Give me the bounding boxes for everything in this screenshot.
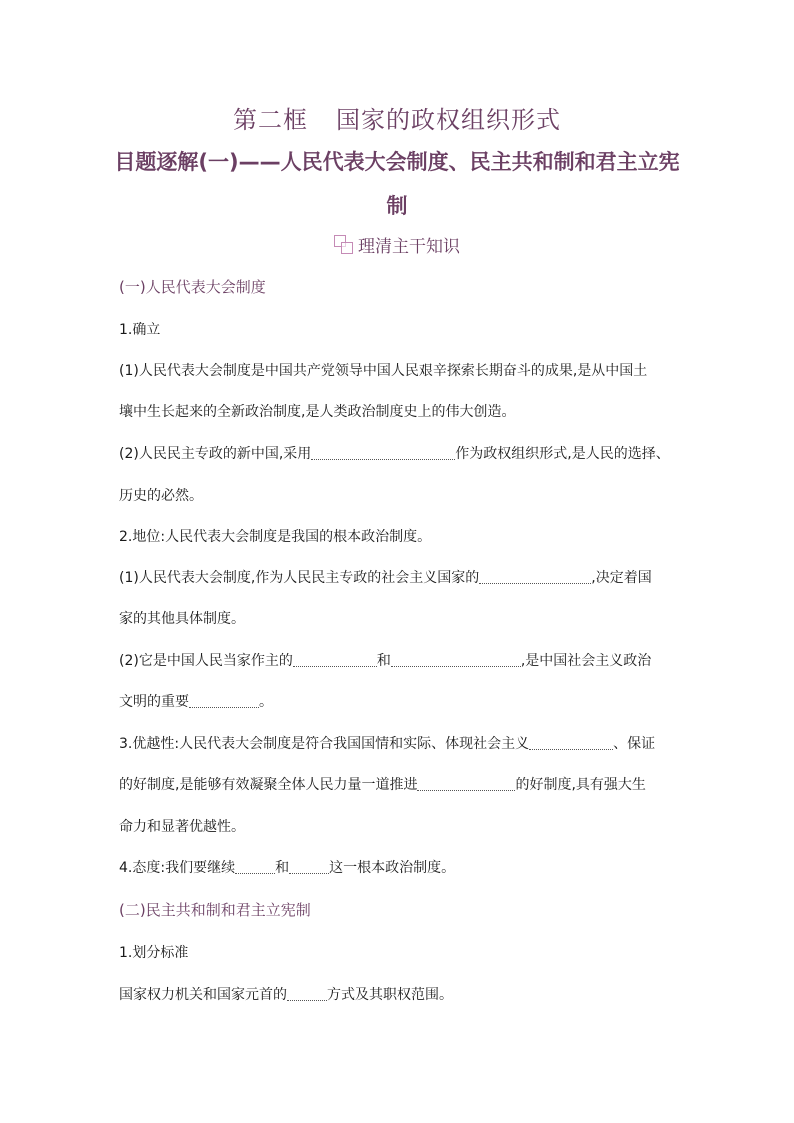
fill-blank — [417, 776, 515, 791]
item-3-paragraph: 3.优越性:人民代表大会制度是符合我国国情和实际、体现社会主义 、保证 — [119, 736, 656, 752]
paragraph-line: 的好制度,是能够有效凝聚全体人民力量一道推进 的好制度,具有强大生 — [119, 777, 646, 793]
fill-blank — [189, 693, 259, 708]
paragraph-line: (1)人民代表大会制度是中国共产党领导中国人民艰辛探索长期奋斗的成果,是从中国土 — [119, 363, 648, 379]
fill-blank — [311, 445, 455, 460]
paragraph-line: 家的其他具体制度。 — [119, 611, 245, 627]
item-1-heading: 1.确立 — [119, 322, 161, 338]
section-heading-2: (二)民主共和制和君主立宪制 — [119, 901, 311, 919]
section-label-text: 理清主干知识 — [358, 237, 460, 257]
fill-blank — [289, 859, 329, 874]
sub-item-heading: 1.划分标准 — [119, 945, 189, 961]
title-frame-label: 第二框 — [233, 106, 308, 134]
paragraph-line: (2)人民民主专政的新中国,采用 作为政权组织形式,是人民的选择、 — [119, 446, 670, 462]
fill-blank — [293, 652, 377, 667]
fill-blank — [391, 652, 521, 667]
item-4-paragraph: 4.态度:我们要继续 和 这一根本政治制度。 — [119, 860, 456, 876]
paragraph-line: (1)人民代表大会制度,作为人民民主专政的社会主义国家的 ,决定着国 — [119, 570, 652, 586]
subtitle-line-1: 目题逐解(一)——人民代表大会制度、民主共和制和君主立宪 — [114, 150, 680, 174]
fill-blank — [287, 986, 327, 1001]
paragraph-line: 壤中生长起来的全新政治制度,是人类政治制度史上的伟大创造。 — [119, 404, 516, 420]
fill-blank — [529, 735, 613, 750]
overlapping-squares-icon — [334, 235, 356, 255]
section-label — [0, 232, 794, 257]
paragraph-line: 命力和显著优越性。 — [119, 819, 245, 835]
paragraph-line: 历史的必然。 — [119, 488, 203, 504]
item-2-heading: 2.地位:人民代表大会制度是我国的根本政治制度。 — [119, 529, 432, 545]
section-heading-1: (一)人民代表大会制度 — [119, 278, 266, 296]
paragraph-line: 国家权力机关和国家元首的 方式及其职权范围。 — [119, 987, 453, 1003]
subtitle-line-2: 制 — [386, 194, 408, 218]
fill-blank — [235, 859, 275, 874]
title-topic: 国家的政权组织形式 — [336, 106, 561, 134]
fill-blank — [479, 569, 591, 584]
paragraph-line: (2)它是中国人民当家作主的 和 ,是中国社会主义政治 — [119, 653, 652, 669]
paragraph-line: 文明的重要 。 — [119, 694, 273, 710]
lesson-title — [0, 100, 794, 135]
